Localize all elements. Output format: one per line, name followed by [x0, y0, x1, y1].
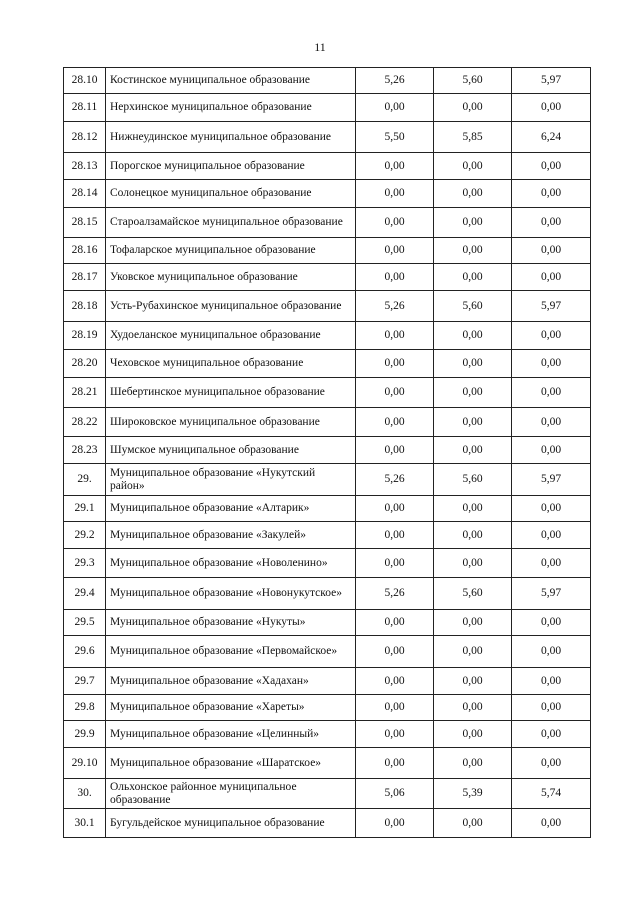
row-number: 29.9: [64, 721, 106, 748]
value-3: 0,00: [512, 636, 591, 668]
value-2: 0,00: [434, 636, 512, 668]
table-row: [64, 578, 591, 610]
value-2: 5,60: [434, 291, 512, 322]
row-number: 28.20: [64, 350, 106, 378]
value-3: 0,00: [512, 350, 591, 378]
value-2: 5,60: [434, 464, 512, 496]
value-3: 0,00: [512, 94, 591, 122]
value-2: 0,00: [434, 610, 512, 636]
row-number: 29.7: [64, 668, 106, 695]
table-row: [64, 208, 591, 238]
value-2: 0,00: [434, 322, 512, 350]
value-3: 5,97: [512, 68, 591, 94]
value-1: 0,00: [356, 668, 434, 695]
row-number: 29.3: [64, 549, 106, 578]
row-number: 29.6: [64, 636, 106, 668]
row-number: 29.8: [64, 695, 106, 721]
table-row: [64, 153, 591, 180]
municipality-name: Уковское муниципальное образование: [106, 264, 356, 291]
value-1: 0,00: [356, 264, 434, 291]
table-row: [64, 549, 591, 578]
value-3: 0,00: [512, 695, 591, 721]
municipality-name: Усть-Рубахинское муниципальное образование: [106, 291, 356, 322]
row-number: 29.10: [64, 748, 106, 779]
table-row: [64, 264, 591, 291]
row-number: 29.2: [64, 522, 106, 549]
value-3: 0,00: [512, 809, 591, 838]
value-3: 5,74: [512, 779, 591, 809]
municipality-name: Нижнеудинское муниципальное образование: [106, 122, 356, 153]
row-number: 29.1: [64, 496, 106, 522]
row-number: 28.17: [64, 264, 106, 291]
value-3: 6,24: [512, 122, 591, 153]
value-2: 0,00: [434, 668, 512, 695]
value-3: 0,00: [512, 668, 591, 695]
value-2: 0,00: [434, 350, 512, 378]
value-2: 0,00: [434, 748, 512, 779]
municipality-name: Широковское муниципальное образование: [106, 408, 356, 437]
row-number: 28.16: [64, 238, 106, 264]
municipality-name: Муниципальное образование «Хареты»: [106, 695, 356, 721]
value-3: 0,00: [512, 610, 591, 636]
value-2: 0,00: [434, 153, 512, 180]
table-row: [64, 350, 591, 378]
value-2: 5,60: [434, 578, 512, 610]
table-row: [64, 238, 591, 264]
value-2: 0,00: [434, 208, 512, 238]
table-row: [64, 522, 591, 549]
value-2: 0,00: [434, 94, 512, 122]
row-number: 29.5: [64, 610, 106, 636]
table-row: [64, 721, 591, 748]
municipality-name: Муниципальное образование «Нукуты»: [106, 610, 356, 636]
municipality-name: Муниципальное образование «Новонукутское»: [106, 578, 356, 610]
value-1: 0,00: [356, 496, 434, 522]
value-3: 0,00: [512, 496, 591, 522]
value-2: 0,00: [434, 238, 512, 264]
municipality-name: Ольхонское районное муниципальное образование: [106, 779, 356, 809]
value-3: 0,00: [512, 238, 591, 264]
value-3: 5,97: [512, 578, 591, 610]
value-3: 0,00: [512, 153, 591, 180]
table-row: [64, 779, 591, 809]
table-row: [64, 496, 591, 522]
municipality-name: Тофаларское муниципальное образование: [106, 238, 356, 264]
value-1: 0,00: [356, 322, 434, 350]
value-1: 5,06: [356, 779, 434, 809]
value-3: 5,97: [512, 291, 591, 322]
table-row: [64, 809, 591, 838]
municipality-name: Шебертинское муниципальное образование: [106, 378, 356, 408]
value-1: 0,00: [356, 522, 434, 549]
value-1: 5,50: [356, 122, 434, 153]
row-number: 30.: [64, 779, 106, 809]
value-1: 0,00: [356, 636, 434, 668]
page-number: 11: [314, 40, 326, 54]
municipality-name: Чеховское муниципальное образование: [106, 350, 356, 378]
row-number: 28.13: [64, 153, 106, 180]
value-3: 0,00: [512, 322, 591, 350]
municipality-name: Шумское муниципальное образование: [106, 437, 356, 464]
row-number: 28.22: [64, 408, 106, 437]
value-2: 0,00: [434, 522, 512, 549]
table-row: [64, 94, 591, 122]
municipality-name: Муниципальное образование «Нукутский район»: [106, 464, 356, 496]
value-1: 0,00: [356, 180, 434, 208]
value-1: 0,00: [356, 748, 434, 779]
table-row: [64, 610, 591, 636]
value-1: 5,26: [356, 291, 434, 322]
table-row: [64, 291, 591, 322]
municipality-name: Муниципальное образование «Шаратское»: [106, 748, 356, 779]
value-3: 0,00: [512, 522, 591, 549]
value-1: 0,00: [356, 153, 434, 180]
table-row: [64, 122, 591, 153]
value-2: 5,39: [434, 779, 512, 809]
value-1: 0,00: [356, 809, 434, 838]
table-row: [64, 748, 591, 779]
value-3: 0,00: [512, 180, 591, 208]
value-2: 0,00: [434, 809, 512, 838]
municipality-name: Муниципальное образование «Первомайское»: [106, 636, 356, 668]
row-number: 28.21: [64, 378, 106, 408]
value-1: 0,00: [356, 378, 434, 408]
value-2: 0,00: [434, 496, 512, 522]
row-number: 28.11: [64, 94, 106, 122]
row-number: 28.10: [64, 68, 106, 94]
row-number: 30.1: [64, 809, 106, 838]
table-row: [64, 180, 591, 208]
row-number: 28.14: [64, 180, 106, 208]
row-number: 29.4: [64, 578, 106, 610]
value-2: 0,00: [434, 408, 512, 437]
value-3: 0,00: [512, 208, 591, 238]
value-3: 0,00: [512, 378, 591, 408]
data-table: [63, 67, 591, 838]
value-1: 0,00: [356, 695, 434, 721]
table-row: [64, 464, 591, 496]
value-3: 0,00: [512, 264, 591, 291]
municipality-name: Муниципальное образование «Новоленино»: [106, 549, 356, 578]
table-row: [64, 68, 591, 94]
value-1: 0,00: [356, 721, 434, 748]
value-3: 5,97: [512, 464, 591, 496]
table-row: [64, 695, 591, 721]
value-2: 0,00: [434, 695, 512, 721]
table-row: [64, 408, 591, 437]
value-3: 0,00: [512, 748, 591, 779]
value-3: 0,00: [512, 408, 591, 437]
municipality-name: Костинское муниципальное образование: [106, 68, 356, 94]
value-1: 0,00: [356, 549, 434, 578]
value-2: 0,00: [434, 180, 512, 208]
municipality-name: Худоеланское муниципальное образование: [106, 322, 356, 350]
table-body: [64, 68, 591, 838]
value-1: 0,00: [356, 408, 434, 437]
row-number: 28.19: [64, 322, 106, 350]
value-3: 0,00: [512, 721, 591, 748]
value-1: 0,00: [356, 238, 434, 264]
value-3: 0,00: [512, 437, 591, 464]
value-1: 0,00: [356, 94, 434, 122]
table-row: [64, 437, 591, 464]
value-3: 0,00: [512, 549, 591, 578]
table-row: [64, 378, 591, 408]
municipality-name: Нерхинское муниципальное образование: [106, 94, 356, 122]
row-number: 28.12: [64, 122, 106, 153]
municipality-name: Староалзамайское муниципальное образование: [106, 208, 356, 238]
value-2: 0,00: [434, 721, 512, 748]
value-1: 5,26: [356, 464, 434, 496]
value-1: 5,26: [356, 578, 434, 610]
municipality-name: Порогское муниципальное образование: [106, 153, 356, 180]
value-2: 0,00: [434, 378, 512, 408]
value-1: 0,00: [356, 610, 434, 636]
value-2: 5,85: [434, 122, 512, 153]
municipality-name: Муниципальное образование «Хадахан»: [106, 668, 356, 695]
table-row: [64, 636, 591, 668]
municipality-name: Муниципальное образование «Алтарик»: [106, 496, 356, 522]
value-1: 0,00: [356, 208, 434, 238]
row-number: 28.15: [64, 208, 106, 238]
table-row: [64, 322, 591, 350]
value-1: 0,00: [356, 350, 434, 378]
value-1: 5,26: [356, 68, 434, 94]
municipality-name: Бугульдейское муниципальное образование: [106, 809, 356, 838]
value-2: 0,00: [434, 264, 512, 291]
row-number: 29.: [64, 464, 106, 496]
row-number: 28.18: [64, 291, 106, 322]
value-1: 0,00: [356, 437, 434, 464]
value-2: 5,60: [434, 68, 512, 94]
municipality-name: Муниципальное образование «Закулей»: [106, 522, 356, 549]
municipality-name: Муниципальное образование «Целинный»: [106, 721, 356, 748]
table-row: [64, 668, 591, 695]
municipality-name: Солонецкое муниципальное образование: [106, 180, 356, 208]
row-number: 28.23: [64, 437, 106, 464]
value-2: 0,00: [434, 437, 512, 464]
value-2: 0,00: [434, 549, 512, 578]
